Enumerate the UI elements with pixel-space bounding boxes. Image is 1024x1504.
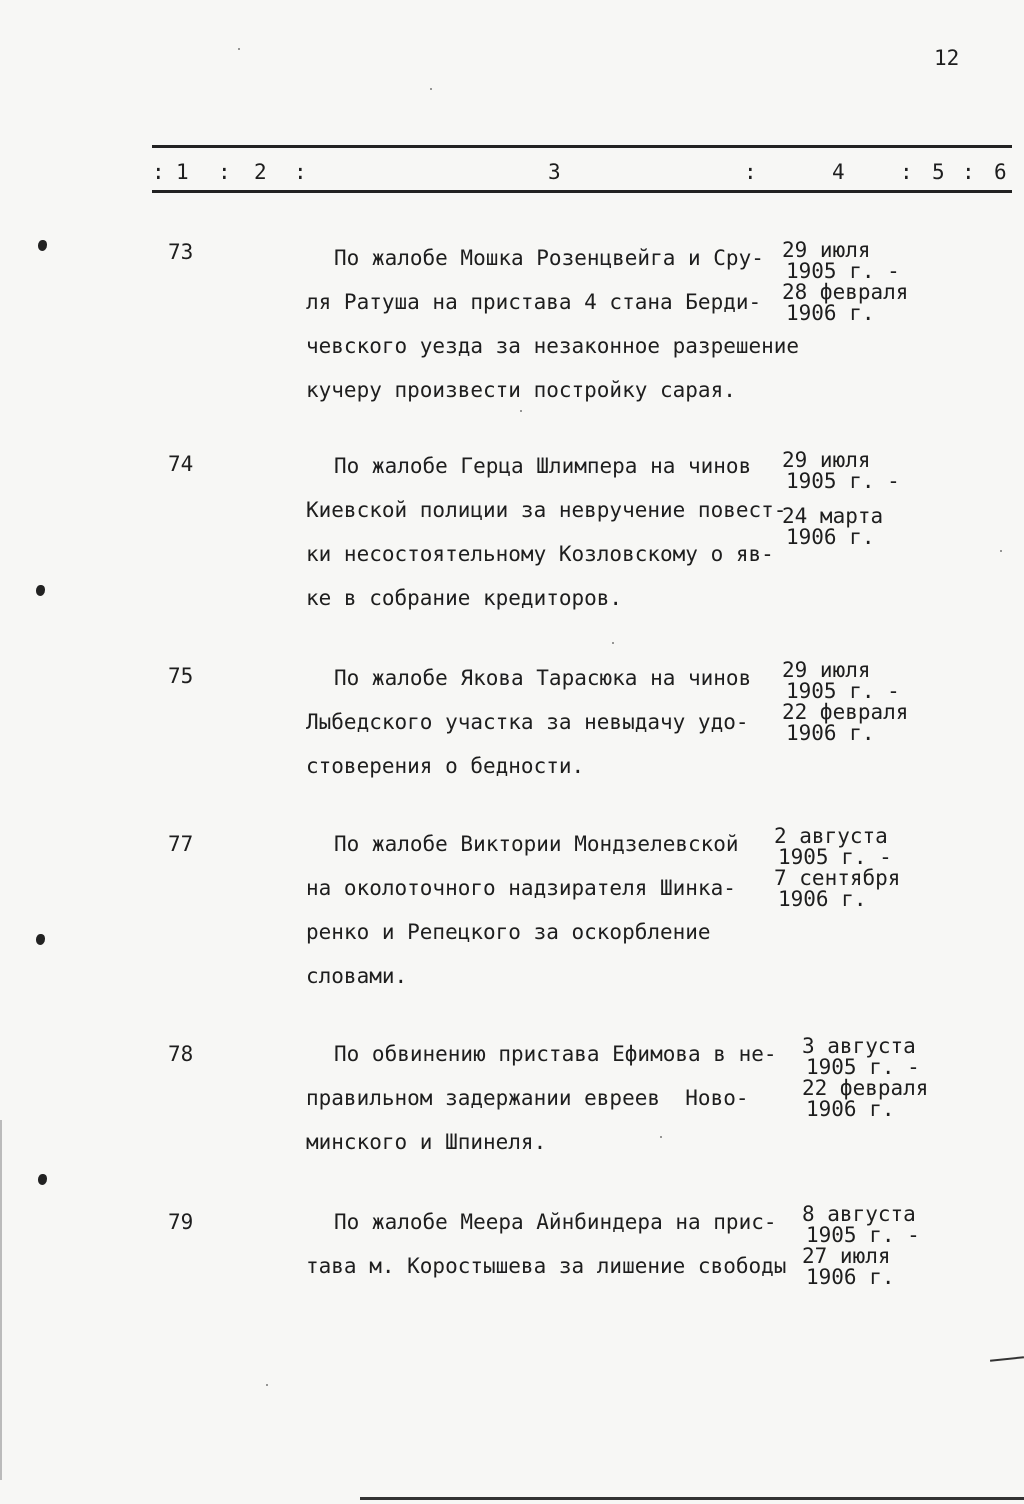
- scan-speck: [612, 642, 614, 644]
- scan-speck: [1000, 550, 1002, 552]
- scan-speck: [520, 410, 522, 412]
- column-separator: :: [218, 160, 231, 184]
- description-line: правильном задержании евреев Ново-: [306, 1086, 749, 1110]
- date-line: 1906 г.: [778, 887, 867, 911]
- column-header-3: 3: [548, 160, 561, 184]
- scan-speck: [660, 1136, 662, 1138]
- scan-speck: [266, 1384, 268, 1386]
- scan-edge-mark: [990, 1356, 1024, 1362]
- column-header-6: 6: [994, 160, 1007, 184]
- description-line: Лыбедского участка за невыдачу удо-: [306, 710, 749, 734]
- description-line: минского и Шпинеля.: [306, 1130, 547, 1154]
- margin-ink-dot: [38, 1174, 47, 1185]
- date-line: 28 февраля: [782, 280, 909, 304]
- date-line: 1906 г.: [786, 721, 875, 745]
- column-separator: :: [294, 160, 307, 184]
- date-line: 1906 г.: [806, 1265, 895, 1289]
- header-rule-bottom: [152, 190, 1012, 193]
- record-description: [306, 1200, 787, 1288]
- page-number: 12: [934, 46, 960, 70]
- record-description: [306, 444, 787, 620]
- description-line: ренко и Репецкого за оскорбление: [306, 920, 711, 944]
- description-line: словами.: [306, 964, 408, 988]
- date-line: 29 июля: [782, 448, 871, 472]
- description-line: ке в собрание кредиторов.: [306, 586, 623, 610]
- column-separator: :: [152, 160, 165, 184]
- description-line: стоверения о бедности.: [306, 754, 585, 778]
- record-description: [306, 236, 800, 412]
- date-line: 1906 г.: [786, 525, 875, 549]
- column-header-5: 5: [932, 160, 945, 184]
- date-line: 8 августа: [802, 1202, 916, 1226]
- date-line: 22 февраля: [782, 700, 909, 724]
- date-line: 1906 г.: [786, 301, 875, 325]
- description-line: на околоточного надзирателя Шинка-: [306, 876, 736, 900]
- date-line: 27 июля: [802, 1244, 891, 1268]
- date-line: 2 августа: [774, 824, 888, 848]
- date-line: 1905 г. -: [786, 469, 900, 493]
- margin-ink-dot: [36, 585, 45, 596]
- header-rule-top: [152, 145, 1012, 148]
- column-separator: :: [900, 160, 913, 184]
- column-header-2: 2: [254, 160, 267, 184]
- record-dates: [802, 1204, 920, 1288]
- date-line: 1906 г.: [806, 1097, 895, 1121]
- column-separator: :: [962, 160, 975, 184]
- record-number: 78: [168, 1042, 194, 1066]
- date-line: 29 июля: [782, 238, 871, 262]
- column-header-4: 4: [832, 160, 845, 184]
- scan-edge-shadow: [0, 1120, 2, 1480]
- date-line: 1905 г. -: [806, 1055, 920, 1079]
- description-line: По обвинению пристава Ефимова в не-: [334, 1042, 777, 1066]
- description-line: тава м. Коростышева за лишение свободы: [306, 1254, 787, 1278]
- description-line: По жалобе Якова Тарасюка на чинов: [334, 666, 752, 690]
- scan-speck: [238, 48, 240, 50]
- column-separator: :: [744, 160, 757, 184]
- date-line: 1905 г. -: [778, 845, 892, 869]
- record-number: 74: [168, 452, 194, 476]
- margin-ink-dot: [36, 934, 45, 945]
- date-line: 24 марта: [782, 504, 884, 528]
- record-number: 77: [168, 832, 194, 856]
- description-line: По жалобе Виктории Мондзелевской: [334, 832, 739, 856]
- scan-bottom-edge: [360, 1497, 1024, 1500]
- description-line: По жалобе Мошка Розенцвейга и Сру-: [334, 246, 764, 270]
- scan-speck: [430, 88, 432, 90]
- description-line: Киевской полиции за невручение повест-: [306, 498, 787, 522]
- date-line: 1905 г. -: [786, 679, 900, 703]
- date-line: 1905 г. -: [806, 1223, 920, 1247]
- record-description: [306, 822, 776, 998]
- description-line: кучеру произвести постройку сарая.: [306, 378, 736, 402]
- record-dates: [782, 240, 908, 324]
- margin-ink-dot: [38, 240, 47, 251]
- record-number: 73: [168, 240, 194, 264]
- description-line: ки несостоятельному Козловскому о яв-: [306, 542, 774, 566]
- record-number: 75: [168, 664, 194, 688]
- record-dates: [774, 826, 900, 910]
- record-dates: [802, 1036, 928, 1120]
- record-dates: [782, 450, 900, 548]
- description-line: чевского уезда за незаконное разрешение: [306, 334, 800, 358]
- record-number: 79: [168, 1210, 194, 1234]
- date-line: 1905 г. -: [786, 259, 900, 283]
- record-description: [306, 656, 776, 788]
- column-header-1: 1: [176, 160, 189, 184]
- description-line: По жалобе Герца Шлимпера на чинов: [334, 454, 752, 478]
- description-line: По жалобе Меера Айнбиндера на прис-: [334, 1210, 777, 1234]
- record-dates: [782, 660, 908, 744]
- description-line: ля Ратуша на пристава 4 стана Берди-: [306, 290, 762, 314]
- date-line: 3 августа: [802, 1034, 916, 1058]
- date-line: 22 февраля: [802, 1076, 929, 1100]
- date-line: 29 июля: [782, 658, 871, 682]
- date-line: 7 сентября: [774, 866, 901, 890]
- record-description: [306, 1032, 776, 1164]
